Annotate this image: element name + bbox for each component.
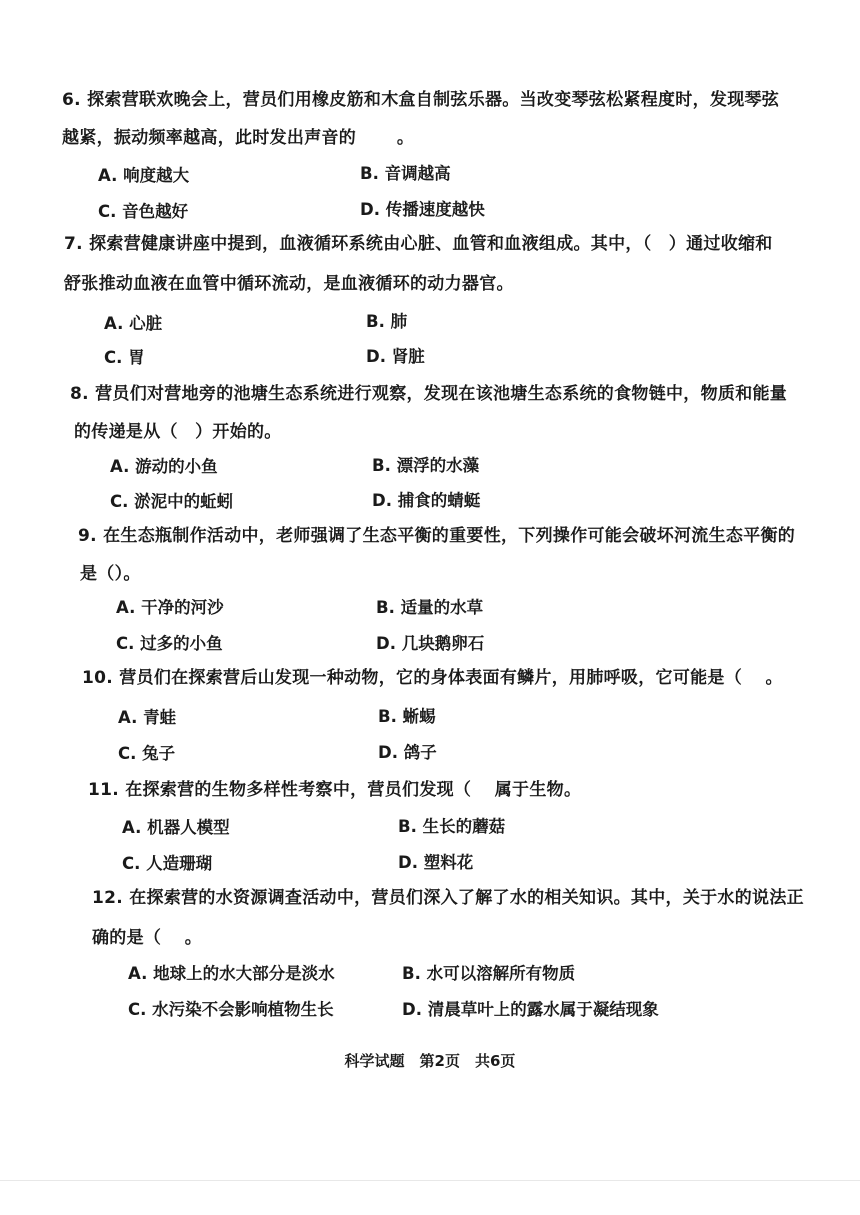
question-6-stem-line-1: 6. 探索营联欢晚会上，营员们用橡皮筋和木盒自制弦乐器。当改变琴弦松紧程度时，发现琴弦 <box>62 90 780 110</box>
question-9-option-a: A. 干净的河沙 <box>116 598 224 617</box>
question-6-option-c: C. 音色越好 <box>98 202 189 221</box>
question-9-stem-line-2: 是（）。 <box>80 564 141 584</box>
question-6-option-a: A. 响度越大 <box>98 166 190 185</box>
page-footer: 科学试题 第2页 共6页 <box>344 1052 516 1070</box>
question-12-option-b: B. 水可以溶解所有物质 <box>402 964 576 983</box>
question-9-option-b: B. 适量的水草 <box>376 598 484 617</box>
question-12-option-c: C. 水污染不会影响植物生长 <box>128 1000 334 1019</box>
question-8-option-d: D. 捕食的蜻蜓 <box>372 491 481 510</box>
question-11-option-b: B. 生长的蘑菇 <box>398 817 506 836</box>
question-11-option-a: A. 机器人模型 <box>122 818 230 837</box>
question-8-option-a: A. 游动的小鱼 <box>110 457 218 476</box>
question-8-stem-line-1: 8. 营员们对营地旁的池塘生态系统进行观察，发现在该池塘生态系统的食物链中，物质和能量 <box>70 384 788 404</box>
question-7-stem-line-1: 7. 探索营健康讲座中提到，血液循环系统由心脏、血管和血液组成。其中，（ ）通过收缩和 <box>64 234 773 254</box>
question-10-option-a: A. 青蛙 <box>118 708 177 727</box>
question-11-option-d: D. 塑料花 <box>398 853 474 872</box>
question-7-option-c: C. 胃 <box>104 348 145 367</box>
question-6-stem-line-2: 越紧，振动频率越高，此时发出声音的 。 <box>62 128 415 148</box>
question-11-option-c: C. 人造珊瑚 <box>122 854 213 873</box>
question-11-stem: 11. 在探索营的生物多样性考察中，营员们发现（ 属于生物。 <box>88 780 582 800</box>
question-12-stem-line-2: 确的是（ 。 <box>92 928 203 948</box>
question-7-stem-line-2: 舒张推动血液在血管中循环流动，是血液循环的动力器官。 <box>64 274 514 294</box>
question-6-option-d: D. 传播速度越快 <box>360 200 485 219</box>
question-10-option-c: C. 兔子 <box>118 744 176 763</box>
question-9-option-c: C. 过多的小鱼 <box>116 634 223 653</box>
question-12-option-a: A. 地球上的水大部分是淡水 <box>128 964 335 983</box>
bottom-divider <box>0 1180 860 1181</box>
question-10-option-b: B. 蜥蜴 <box>378 707 436 726</box>
question-12-option-d: D. 清晨草叶上的露水属于凝结现象 <box>402 1000 659 1019</box>
question-7-option-b: B. 肺 <box>366 312 408 331</box>
question-9-option-d: D. 几块鹅卵石 <box>376 634 485 653</box>
question-7-option-d: D. 肾脏 <box>366 347 425 366</box>
question-10-option-d: D. 鸽子 <box>378 743 437 762</box>
question-8-option-c: C. 淤泥中的蚯蚓 <box>110 492 234 511</box>
question-9-stem-line-1: 9. 在生态瓶制作活动中，老师强调了生态平衡的重要性，下列操作可能会破坏河流生态平衡的 <box>78 526 796 546</box>
question-12-stem-line-1: 12. 在探索营的水资源调查活动中，营员们深入了解了水的相关知识。其中，关于水的说法正 <box>92 888 804 908</box>
question-8-option-b: B. 漂浮的水藻 <box>372 456 480 475</box>
question-7-option-a: A. 心脏 <box>104 314 163 333</box>
question-8-stem-line-2: 的传递是从（ ）开始的。 <box>74 422 282 442</box>
question-6-option-b: B. 音调越高 <box>360 164 451 183</box>
question-10-stem: 10. 营员们在探索营后山发现一种动物，它的身体表面有鳞片，用肺呼吸，它可能是（ 。 <box>82 668 783 688</box>
